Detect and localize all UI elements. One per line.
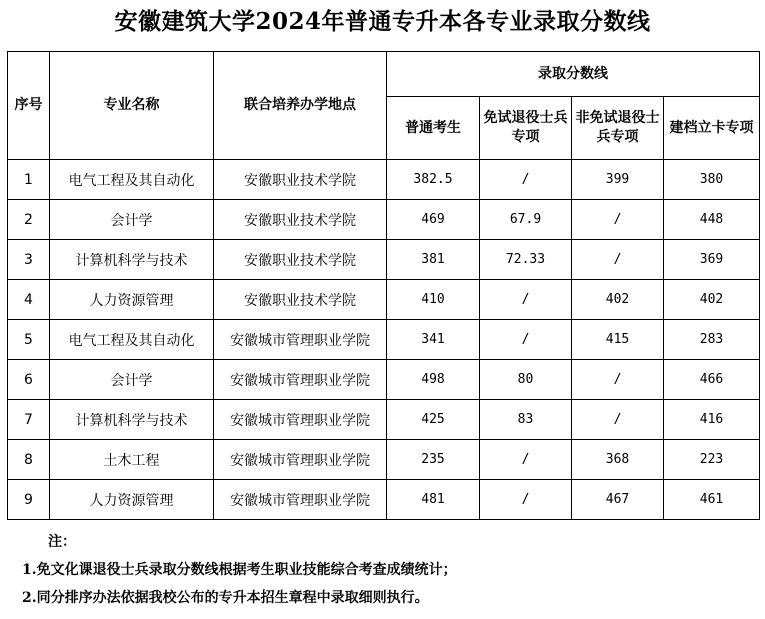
notes-label: 注： xyxy=(48,534,76,550)
cell-poverty: 416 xyxy=(664,400,760,440)
cell-major: 会计学 xyxy=(50,360,214,400)
cell-major: 人力资源管理 xyxy=(50,480,214,520)
cell-regular: 341 xyxy=(387,320,480,360)
cell-regular: 498 xyxy=(387,360,480,400)
header-school: 联合培养办学地点 xyxy=(214,52,387,160)
cell-exempt-veteran: 72.33 xyxy=(480,240,572,280)
cell-nonexempt-veteran: / xyxy=(572,360,664,400)
cell-nonexempt-veteran: 415 xyxy=(572,320,664,360)
cell-school: 安徽城市管理职业学院 xyxy=(214,320,387,360)
notes-section xyxy=(22,528,457,612)
cell-regular: 381 xyxy=(387,240,480,280)
cell-school: 安徽职业技术学院 xyxy=(214,160,387,200)
cell-poverty: 466 xyxy=(664,360,760,400)
cell-nonexempt-veteran: / xyxy=(572,400,664,440)
cell-regular: 382.5 xyxy=(387,160,480,200)
cell-poverty: 369 xyxy=(664,240,760,280)
cell-exempt-veteran: / xyxy=(480,280,572,320)
cell-regular: 469 xyxy=(387,200,480,240)
header-seq: 序号 xyxy=(8,52,50,160)
cell-school: 安徽城市管理职业学院 xyxy=(214,400,387,440)
cell-regular: 235 xyxy=(387,440,480,480)
cell-exempt-veteran: / xyxy=(480,160,572,200)
table-row xyxy=(8,320,760,360)
cell-nonexempt-veteran: 402 xyxy=(572,280,664,320)
cell-exempt-veteran: / xyxy=(480,320,572,360)
cell-exempt-veteran: / xyxy=(480,440,572,480)
cell-seq: 2 xyxy=(8,200,50,240)
cell-exempt-veteran: / xyxy=(480,480,572,520)
cell-major: 计算机科学与技术 xyxy=(50,400,214,440)
cell-seq: 1 xyxy=(8,160,50,200)
cell-regular: 425 xyxy=(387,400,480,440)
header-nonexempt-veteran: 非免试退役士兵专项 xyxy=(572,97,664,160)
cell-major: 电气工程及其自动化 xyxy=(50,320,214,360)
cell-exempt-veteran: 67.9 xyxy=(480,200,572,240)
cell-nonexempt-veteran: 399 xyxy=(572,160,664,200)
table-row xyxy=(8,280,760,320)
header-regular: 普通考生 xyxy=(387,97,480,160)
cell-seq: 8 xyxy=(8,440,50,480)
cell-major: 人力资源管理 xyxy=(50,280,214,320)
cell-exempt-veteran: 83 xyxy=(480,400,572,440)
table-row xyxy=(8,200,760,240)
table-row xyxy=(8,240,760,280)
cell-poverty: 402 xyxy=(664,280,760,320)
cell-school: 安徽职业技术学院 xyxy=(214,240,387,280)
table-row xyxy=(8,160,760,200)
table-row xyxy=(8,360,760,400)
cell-poverty: 448 xyxy=(664,200,760,240)
cell-seq: 4 xyxy=(8,280,50,320)
cell-exempt-veteran: 80 xyxy=(480,360,572,400)
header-exempt-veteran: 免试退役士兵专项 xyxy=(480,97,572,160)
cell-seq: 5 xyxy=(8,320,50,360)
cell-school: 安徽职业技术学院 xyxy=(214,280,387,320)
header-major: 专业名称 xyxy=(50,52,214,160)
cell-regular: 410 xyxy=(387,280,480,320)
cell-school: 安徽职业技术学院 xyxy=(214,200,387,240)
cell-major: 会计学 xyxy=(50,200,214,240)
header-poverty: 建档立卡专项 xyxy=(664,97,760,160)
cell-poverty: 223 xyxy=(664,440,760,480)
cell-seq: 9 xyxy=(8,480,50,520)
cell-school: 安徽城市管理职业学院 xyxy=(214,480,387,520)
cell-nonexempt-veteran: / xyxy=(572,200,664,240)
cell-major: 电气工程及其自动化 xyxy=(50,160,214,200)
table-body xyxy=(8,160,760,520)
header-score-group: 录取分数线 xyxy=(387,52,760,97)
cell-major: 土木工程 xyxy=(50,440,214,480)
table-row xyxy=(8,440,760,480)
score-table xyxy=(7,51,760,520)
cell-school: 安徽城市管理职业学院 xyxy=(214,360,387,400)
cell-nonexempt-veteran: 467 xyxy=(572,480,664,520)
cell-poverty: 461 xyxy=(664,480,760,520)
cell-seq: 6 xyxy=(8,360,50,400)
cell-regular: 481 xyxy=(387,480,480,520)
cell-seq: 7 xyxy=(8,400,50,440)
page-title: 安徽建筑大学2024年普通专升本各专业录取分数线 xyxy=(114,8,651,35)
note-item: 2.同分排序办法依据我校公布的专升本招生章程中录取细则执行。 xyxy=(22,590,429,606)
cell-school: 安徽城市管理职业学院 xyxy=(214,440,387,480)
cell-poverty: 283 xyxy=(664,320,760,360)
cell-major: 计算机科学与技术 xyxy=(50,240,214,280)
table-row xyxy=(8,400,760,440)
cell-seq: 3 xyxy=(8,240,50,280)
cell-nonexempt-veteran: 368 xyxy=(572,440,664,480)
note-item: 1.免文化课退役士兵录取分数线根据考生职业技能综合考查成绩统计； xyxy=(22,562,457,578)
table-row xyxy=(8,480,760,520)
cell-nonexempt-veteran: / xyxy=(572,240,664,280)
cell-poverty: 380 xyxy=(664,160,760,200)
